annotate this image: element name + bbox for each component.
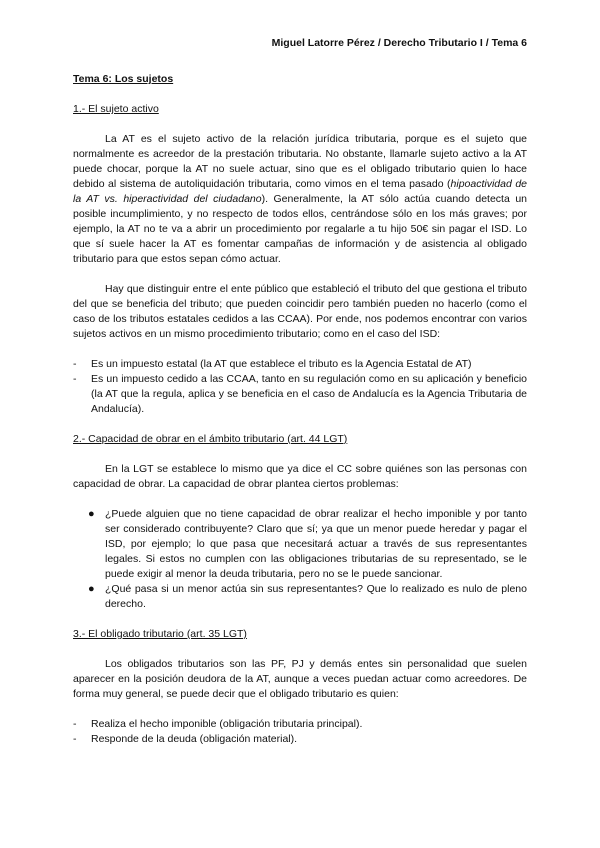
isd-list bbox=[73, 357, 527, 417]
paragraph-capacidad-obrar: En la LGT se establece lo mismo que ya dice el CC sobre quiénes son las personas con capacidad de obrar. La capacidad de obrar plantea ciertos problemas: bbox=[73, 463, 527, 490]
dash-bullet: - bbox=[73, 373, 77, 385]
list-item: - Responde de la deuda (obligación material). bbox=[73, 733, 298, 745]
dash-bullet: - bbox=[73, 718, 77, 730]
list-item: - Realiza el hecho imponible (obligación tributaria principal). bbox=[73, 718, 363, 730]
document-title: Tema 6: Los sujetos bbox=[73, 73, 174, 85]
section-heading-capacidad-obrar: 2.- Capacidad de obrar en el ámbito tributario (art. 44 LGT) bbox=[73, 433, 348, 445]
capacidad-problems-list bbox=[73, 507, 527, 612]
obligado-list bbox=[73, 717, 527, 747]
list-item: - Es un impuesto estatal (la AT que establece el tributo es la Agencia Estatal de AT) bbox=[73, 358, 472, 370]
list-item: - Es un impuesto cedido a las CCAA, tanto en su regulación como en su aplicación y beneficio (la AT que la regula, aplica y se beneficia en el caso de Andalucía es la Agencia Tributaria de Andalucía). bbox=[73, 373, 527, 415]
running-header: Miguel Latorre Pérez / Derecho Tributario I / Tema 6 bbox=[271, 37, 527, 49]
paragraph-sujeto-activo-1: La AT es el sujeto activo de la relación jurídica tributaria, porque es el sujeto que normalmente es acreedor de la prestación tributaria. No obstante, llamarle sujeto activo a la AT puede chocar, porque la AT no suele actuar, sino que es el obligado tributario quien lo hace debido al sistema de autoliquidación tributaria, como vimos en el tema pasado (hipoactividad de la AT vs. hiperactividad del ciudadano). Generalmente, la AT sólo actúa cuando detecta un posible incumplimiento, y no respecto de todos ellos, centrándose sólo en los más graves; por ejemplo, la AT no te va a abrir un procedimiento por regalarle a tu hijo 50€ sin pagar el ISD. Lo que sí suele hacer la AT es fomentar campañas de información y de asistencia al obligado tributario para que estos sepan cómo actuar. bbox=[73, 133, 527, 265]
italic-phrase: hipoactividad de la AT vs. hiperactividad del ciudadano bbox=[73, 178, 527, 205]
document-body bbox=[73, 72, 527, 747]
section-heading-obligado-tributario: 3.- El obligado tributario (art. 35 LGT) bbox=[73, 628, 247, 640]
dash-bullet: - bbox=[73, 358, 77, 370]
paragraph-obligado-tributario: Los obligados tributarios son las PF, PJ y demás entes sin personalidad que suelen aparecer en la posición deudora de la AT, aunque a veces puedan actuar como acreedores. De forma muy general, se puede decir que el obligado tributario es quien: bbox=[73, 658, 527, 700]
paragraph-sujeto-activo-2: Hay que distinguir entre el ente público que estableció el tributo del que gestiona el tributo del que se beneficia del tributo; que pueden coincidir pero también pueden no hacerlo (como el caso de los tributos estatales cedidos a las CCAA). Por ende, nos podemos encontrar con varios sujetos activos en un mismo procedimiento tributario; como en el caso del ISD: bbox=[73, 283, 527, 340]
list-item: ● ¿Puede alguien que no tiene capacidad de obrar realizar el hecho imponible y por tanto ser considerado contribuyente? Claro que sí; ya que un menor puede heredar y pagar el ISD, por ejemplo; lo que pasa que necesitará actuar a través de sus representantes legales. Si estos no cumplen con las obligaciones tributarias de su representado, se le puede exigir al menor la deuda tributaria, pero no se le puede sancionar. bbox=[88, 508, 527, 580]
bullet-dot-icon: ● bbox=[88, 508, 95, 520]
bullet-dot-icon: ● bbox=[88, 583, 95, 595]
section-heading-sujeto-activo: 1.- El sujeto activo bbox=[73, 103, 159, 115]
list-item: ● ¿Qué pasa si un menor actúa sin sus representantes? Que lo realizado es nulo de pleno derecho. bbox=[88, 583, 527, 610]
dash-bullet: - bbox=[73, 733, 77, 745]
